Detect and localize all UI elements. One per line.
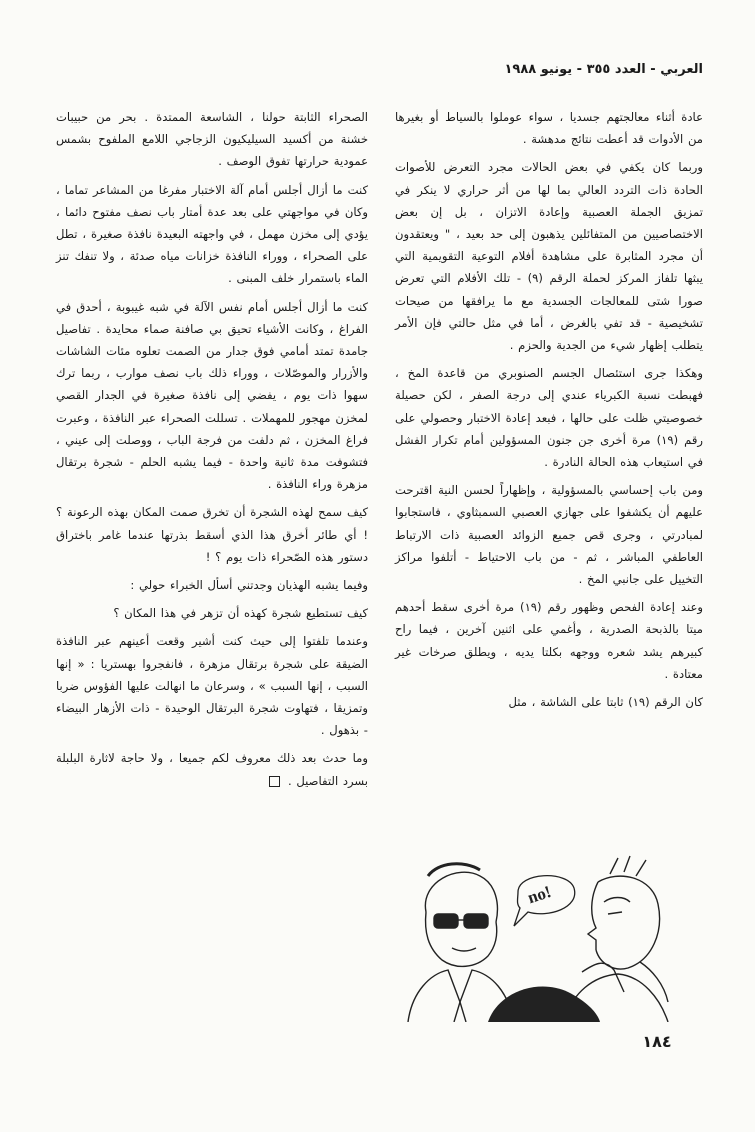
paragraph: وعندما تلفتوا إلى حيث كنت أشير وقعت أعينهم عبر النافذة الضيقة على شجرة برتقال مزهرة ، فانفجروا بهستريا : « إنها السبب ، إنها السبب » ، وسرعان ما انهالت عليها الفؤوس ضربا وتمزيقا ، فتهاوت شجرة البرتقال الوحيدة - ذات الأزهار البيضاء - بذهول .: [56, 634, 368, 738]
paragraph: وعند إعادة الفحص وظهور رقم (١٩) مرة أخرى سقط أحدهم ميتا بالذبحة الصدرية ، وأغمي على اثنين آخرين ، فيما راح كبيرهم يشد شعره ووجهه بكلتا يديه ، ويطلق صرخات غير معتادة .: [395, 600, 703, 681]
article-column-right: [395, 106, 703, 713]
running-header: العربي - العدد ٣٥٥ - يونيو ١٩٨٨: [504, 62, 703, 77]
paragraph: وفيما يشبه الهذيان وجدتني أسأل الخبراء حولي :: [130, 578, 368, 593]
article-column-left: [56, 106, 368, 792]
paragraph: كنت ما أزال أجلس أمام آلة الاختبار مفرغا من المشاعر تماما ، وكان في مواجهتي على بعد عدة أمتار باب نصف مفتوح دائما ، يؤدي إلى مخزن مهمل ، في واجهته البعيدة نافذة صغيرة ، تطل على الصحراء ، ووراء النافذة خزانات مياه صدئة ، ولا تنفك تنز الماء باستمرار خلف المبنى .: [56, 182, 368, 286]
paragraph: كيف تستطيع شجرة كهذه أن تزهر في هذا المكان ؟: [113, 606, 368, 621]
paragraph: كيف سمح لهذه الشجرة أن تخرق صمت المكان بهذه الرعونة ؟ ! أي طائر أخرق هذا الذي أسقط بذرتها عندما غامر باختراق دستور هذه الصّحراء ذات يوم ؟ !: [56, 505, 368, 564]
end-of-article-mark: [269, 776, 280, 787]
foreground-hair-figure: [488, 987, 600, 1022]
paragraph: كنت ما أزال أجلس أمام نفس الآلة في شبه غيبوبة ، أحدق في الفراغ ، وكانت الأشياء تحيق بي صافنة صماء محايدة . تفاصيل جامدة تمتد أمامي فوق جدار من الصمت تعلوه مئات الشاشات والأزرار والموصّلات ، ووراء ذلك باب نصف موارب ، ربما ترك سهوا ذات يوم ، يفضي إلى نافذة صغيرة في الجدار القصي لمخزن مهجور للمهملات . تسللت الصحراء عبر النافذة ، وعبرت فراغ المخزن ، ثم دلفت من فرجة الباب ، ووصلت إلى عيني ، فتشوفت مدة ثانية واحدة - فيما يشبه الحلم - شجرة برتقال مزهرة وراء النافذة .: [56, 299, 368, 492]
paragraph-final-text: وما حدث بعد ذلك معروف لكم جميعا ، ولا حاجة لاثارة البلبلة بسرد التفاصيل .: [56, 751, 368, 788]
paragraph: وهكذا جرى استئصال الجسم الصنوبري من قاعدة المخ ، فهبطت نسبة الكبرياء عندي إلى درجة الصفر ، لكن حصيلة خصوصيتي ظلت على حالها ، فبعد إعادة الاختبار وحصولي على رقم (١٩) مرة أخرى جن جنون المسؤولين أمام تكرار الفشل في استيعاب هذه الحالة النادرة .: [395, 366, 703, 470]
paragraph: عادة أثناء معالجتهم جسديا ، سواء عوملوا بالسياط أو بغيرها من الأدوات قد أعطت نتائج مدهشة .: [395, 110, 703, 147]
paragraph: وربما كان يكفي في بعض الحالات مجرد التعرض للأصوات الحادة ذات التردد العالي بما لها من أثر حراري لا ينكر في تمزيق الجملة العصبية وإعادة الاتزان ، بل إن بعض الاختصاصيين من المتفائلين يذهبون إلى حد بعيد ، " ويعتقدون أن مجرد المثابرة على مشاهدة أفلام التوعية التقويمية التي يبثها تلفاز المركز لحملة الرقم (٩) - تلك الأفلام التي تعرض صورا شتى للمعالجات الجسدية مع ما يرافقها من صيحات تشخيصية - قد تفي بالغرض ، أما في مثل حالتي فإن الأمر يتطلب إظهار شيء من الجدية والحزم .: [395, 160, 704, 353]
paragraph: الصحراء الثابتة حولنا ، الشاسعة الممتدة . بحر من حبيبات خشنة من أكسيد السيليكيون الزجاجي اللامع الملفوح بشمس عمودية حرارتها تفوق الوصف .: [56, 110, 368, 169]
distressed-man-figure: [564, 856, 668, 1022]
paragraph-final: [56, 747, 368, 791]
paragraph: ومن باب إحساسي بالمسؤولية ، وإظهاراً لحسن النية اقترحت عليهم أن يكشفوا على جهازي العصبي السمبثاوي ، فاستجابوا لمبادرتي ، وجرى قص جميع الزوائد العصبية ذات الارتباط العاطفي المباشر ، ثم - من باب الاحتياط - أتلفوا مراكز التخييل على جانبي المخ .: [395, 483, 703, 587]
man-with-sunglasses-figure: [408, 864, 514, 1022]
paragraph: كان الرقم (١٩) ثابتا على الشاشة ، مثل: [508, 695, 703, 710]
speech-bubble-text: no!: [525, 881, 554, 908]
sketch-illustration: [368, 852, 672, 1022]
speech-bubble: [514, 876, 575, 926]
page-number: ١٨٤: [642, 1032, 672, 1051]
